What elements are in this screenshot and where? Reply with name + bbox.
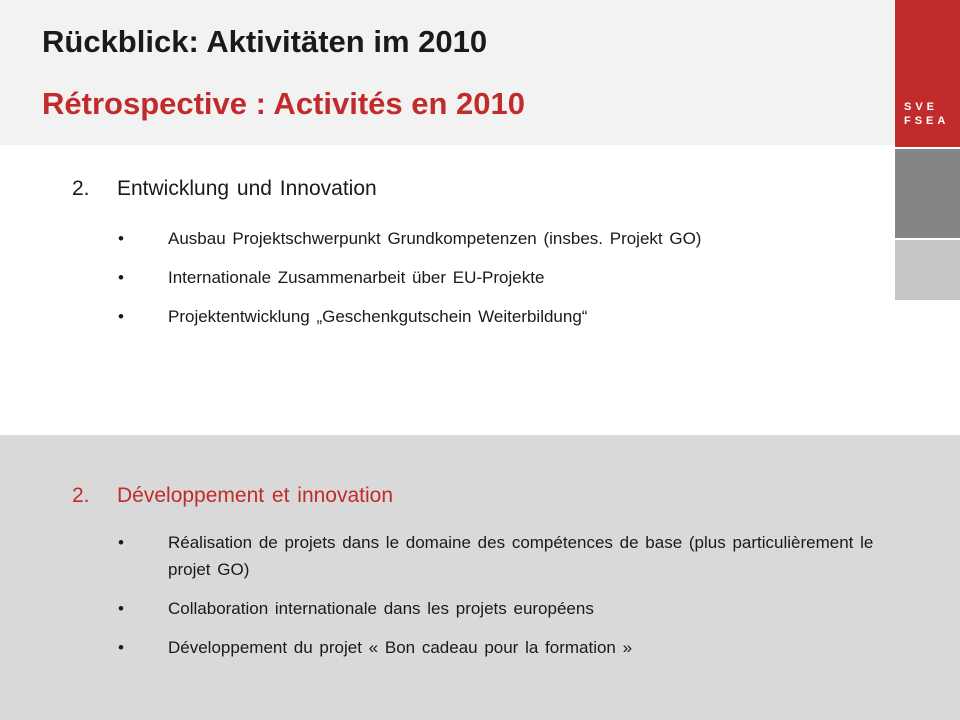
logo-dark-gray-block <box>895 149 960 238</box>
section-french <box>0 435 960 720</box>
bullet-list-german <box>118 225 888 342</box>
page-title-german: Rückblick: Aktivitäten im 2010 <box>42 24 488 59</box>
list-item-text: Développement du projet « Bon cadeau pour la formation » <box>168 638 633 657</box>
bullet-icon: • <box>118 307 124 326</box>
brand-logo-column <box>895 0 960 300</box>
header-band <box>0 0 895 145</box>
bullet-icon: • <box>118 599 124 618</box>
logo-red-block <box>895 0 960 147</box>
bullet-icon: • <box>118 268 124 287</box>
list-item-text: Réalisation de projets dans le domaine des compétences de base (plus particulièrement le projet GO) <box>168 533 874 579</box>
section-number: 2. <box>72 177 90 200</box>
logo-light-gray-block <box>895 240 960 300</box>
section-heading-text: Entwicklung und Innovation <box>117 177 377 200</box>
list-item <box>118 225 888 252</box>
section-german <box>0 145 895 435</box>
list-item <box>118 264 888 291</box>
page-title-french: Rétrospective : Activités en 2010 <box>42 86 526 121</box>
list-item <box>118 303 888 330</box>
bullet-icon: • <box>118 229 124 248</box>
list-item-text: Internationale Zusammenarbeit über EU-Projekte <box>168 268 545 287</box>
bullet-list-french <box>118 529 888 673</box>
section-heading-german <box>72 177 377 201</box>
logo-line-2: FSEA <box>904 115 950 127</box>
section-heading-text: Développement et innovation <box>117 484 394 507</box>
list-item <box>118 595 888 622</box>
list-item-text: Projektentwicklung „Geschenkgutschein Weiterbildung“ <box>168 307 588 326</box>
section-heading-french <box>72 484 393 508</box>
list-item <box>118 634 888 661</box>
list-item-text: Collaboration internationale dans les projets européens <box>168 599 594 618</box>
bullet-icon: • <box>118 533 124 552</box>
logo-line-1: SVE <box>904 101 939 113</box>
section-number: 2. <box>72 484 90 507</box>
logo-wordmark <box>904 100 954 128</box>
list-item-text: Ausbau Projektschwerpunkt Grundkompetenzen (insbes. Projekt GO) <box>168 229 702 248</box>
list-item <box>118 529 888 583</box>
bullet-icon: • <box>118 638 124 657</box>
